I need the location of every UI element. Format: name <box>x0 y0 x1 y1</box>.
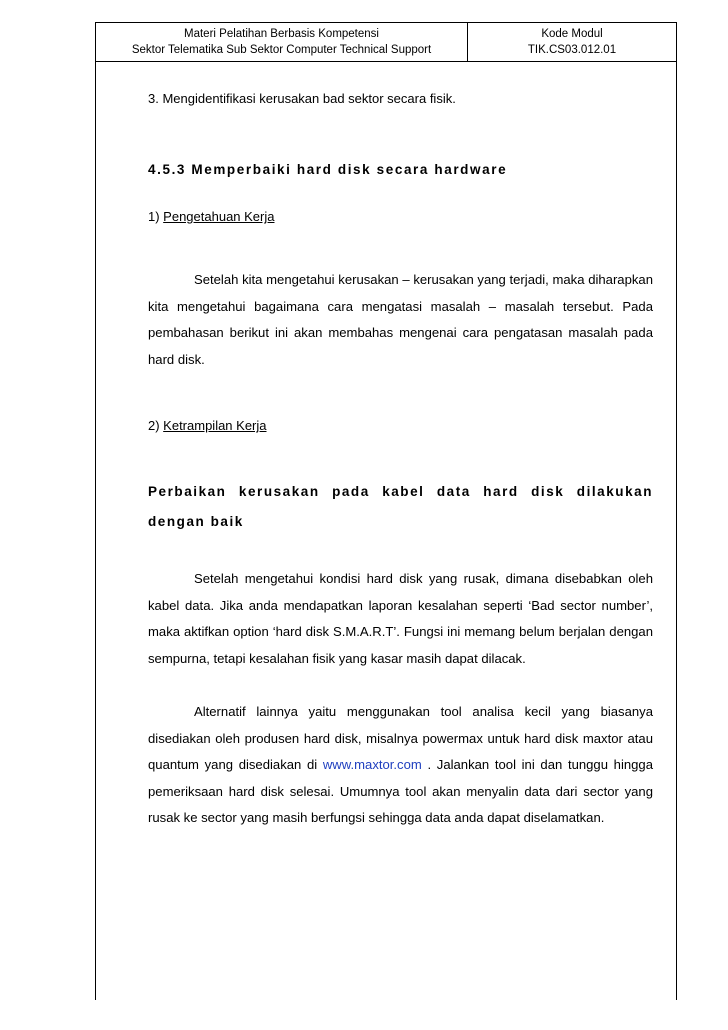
list-item-3: 3. Mengidentifikasi kerusakan bad sektor secara fisik. <box>148 91 456 106</box>
header-title-cell <box>96 23 468 61</box>
header-title-line2: Sektor Telematika Sub Sektor Computer Technical Support <box>131 44 432 56</box>
paragraph-3-text-a: Alternatif lainnya yaitu menggunakan tool analisa kecil yang biasanya disediakan oleh produsen hard disk, misalnya powermax untuk hard disk maxtor atau quantum yang disediakan di <box>148 704 653 773</box>
subsection-1-number: 1) <box>148 209 164 224</box>
page-border-right <box>676 62 677 1000</box>
header-code-label: Kode Modul <box>541 28 603 40</box>
header-code-value: TIK.CS03.012.01 <box>527 44 617 56</box>
paragraph-3 <box>148 699 653 832</box>
section-heading: 4.5.3 Memperbaiki hard disk secara hardware <box>148 162 508 177</box>
paragraph-1: Setelah kita mengetahui kerusakan – kerusakan yang terjadi, maka diharapkan kita mengetahui bagaimana cara mengatasi masalah – masalah tersebut. Pada pembahasan berikut ini akan membahas mengenai cara pengatasan masalah pada hard disk. <box>148 272 653 367</box>
maxtor-link[interactable]: www.maxtor.com <box>322 757 422 773</box>
page-border-left <box>95 62 96 1000</box>
module-header <box>95 22 677 62</box>
subsection-2-label: Ketrampilan Kerja <box>163 418 267 433</box>
header-code-cell <box>468 23 676 61</box>
header-title-line1: Materi Pelatihan Berbasis Kompetensi <box>184 28 379 40</box>
subsection-2-number: 2) <box>148 418 164 433</box>
paragraph-3-text-b: . Jalankan tool ini dan tunggu hingga pemeriksaan hard disk selesai. Umumnya tool akan menyalin data dari sector yang rusak ke sector yang masih berfungsi sehingga data anda dapat diselamatkan. <box>148 757 653 826</box>
subsection-1 <box>148 209 274 224</box>
subsection-2 <box>148 418 267 433</box>
paragraph-2: Setelah mengetahui kondisi hard disk yang rusak, dimana disebabkan oleh kabel data. Jika anda mendapatkan laporan kesalahan seperti ‘Bad sector number’, maka aktifkan option ‘hard disk S.M.A.R.T’. Fungsi ini memang belum berjalan dengan sempurna, tetapi kesalahan fisik yang kasar masih dapat dilacak. <box>148 571 653 666</box>
subheading-cable-repair: Perbaikan kerusakan pada kabel data hard disk dilakukan dengan baik <box>148 484 653 529</box>
subsection-1-label: Pengetahuan Kerja <box>163 209 275 224</box>
